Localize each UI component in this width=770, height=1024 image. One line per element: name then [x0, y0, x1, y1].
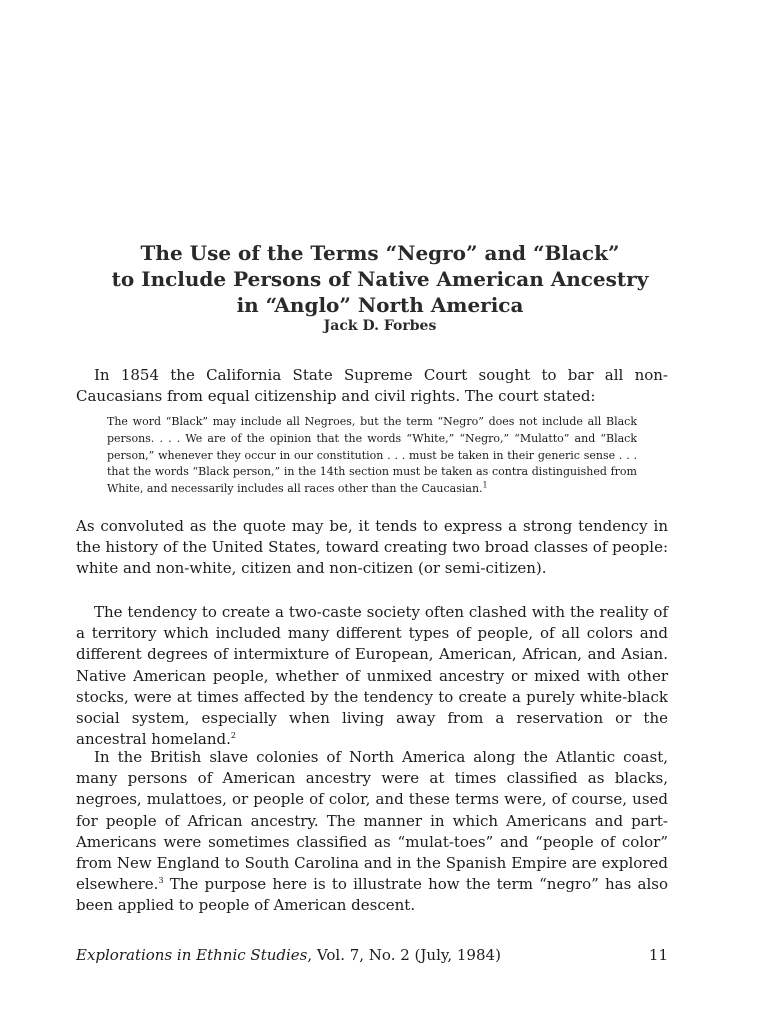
title-line: to Include Persons of Native American Ancestry	[111, 267, 649, 291]
article-title	[60, 240, 700, 318]
journal-name: Explorations in Ethnic Studies	[76, 946, 308, 964]
journal-issue: , Vol. 7, No. 2 (July, 1984)	[307, 946, 501, 964]
paragraph-text: The tendency to create a two-caste society often clashed with the reality of a territory which included many different types of people, of all colors and different degrees of intermixture of European, American, African, and Asian. Native American people, whether of unmixed ancestry or mixed with other stocks, were at times affected by the tendency to create a purely white-black social system, especially when living away from a reservation or the ancestral homeland.	[76, 603, 668, 749]
court-quote	[107, 414, 637, 498]
title-line: in “Anglo” North America	[236, 293, 524, 317]
paragraph-text: The purpose here is to illustrate how the term “negro” has also been applied to people of American descent.	[76, 875, 668, 915]
article-author: Jack D. Forbes	[323, 318, 437, 334]
paragraph-convoluted: As convoluted as the quote may be, it tends to express a strong tendency in the history of the United States, toward creating two broad classes of people: white and non-white, citizen and non-citizen (or semi-citizen).	[76, 517, 668, 578]
footnote-ref: 1	[482, 480, 488, 490]
paragraph-two-caste	[76, 602, 668, 750]
footnote-ref: 2	[230, 731, 236, 741]
paragraph-british-colonies	[76, 747, 668, 917]
title-line: The Use of the Terms “Negro” and “Black”	[140, 241, 620, 265]
page-footer	[76, 946, 668, 964]
paragraph-intro: In 1854 the California State Supreme Court sought to bar all non-Caucasians from equal citizenship and civil rights. The court stated:	[76, 366, 668, 406]
paragraph-text: In the British slave colonies of North America along the Atlantic coast, many persons of American ancestry were at times classified as blacks, negroes, mulattoes, or people of color, and these terms were, of course, used for people of African ancestry. The manner in which Americans and part-Americans were sometimes classified as “mulat-toes” and “people of color” from New England to South Carolina and in the Spanish Empire are explored elsewhere.	[76, 748, 668, 894]
court-quote-text: The word “Black” may include all Negroes, but the term “Negro” does not include all Black persons. . . . We are of the opinion that the words “White,” “Negro,” “Mulatto” and “Black person,” whenever they occur in our constitution . . . must be taken in their generic sense . . . that the words “Black person,” in the 14th section must be taken as contra distinguished from White, and necessarily includes all races other than the Caucasian.	[107, 415, 637, 496]
page-number: 11	[648, 946, 668, 964]
footnote-ref: 3	[158, 876, 164, 886]
